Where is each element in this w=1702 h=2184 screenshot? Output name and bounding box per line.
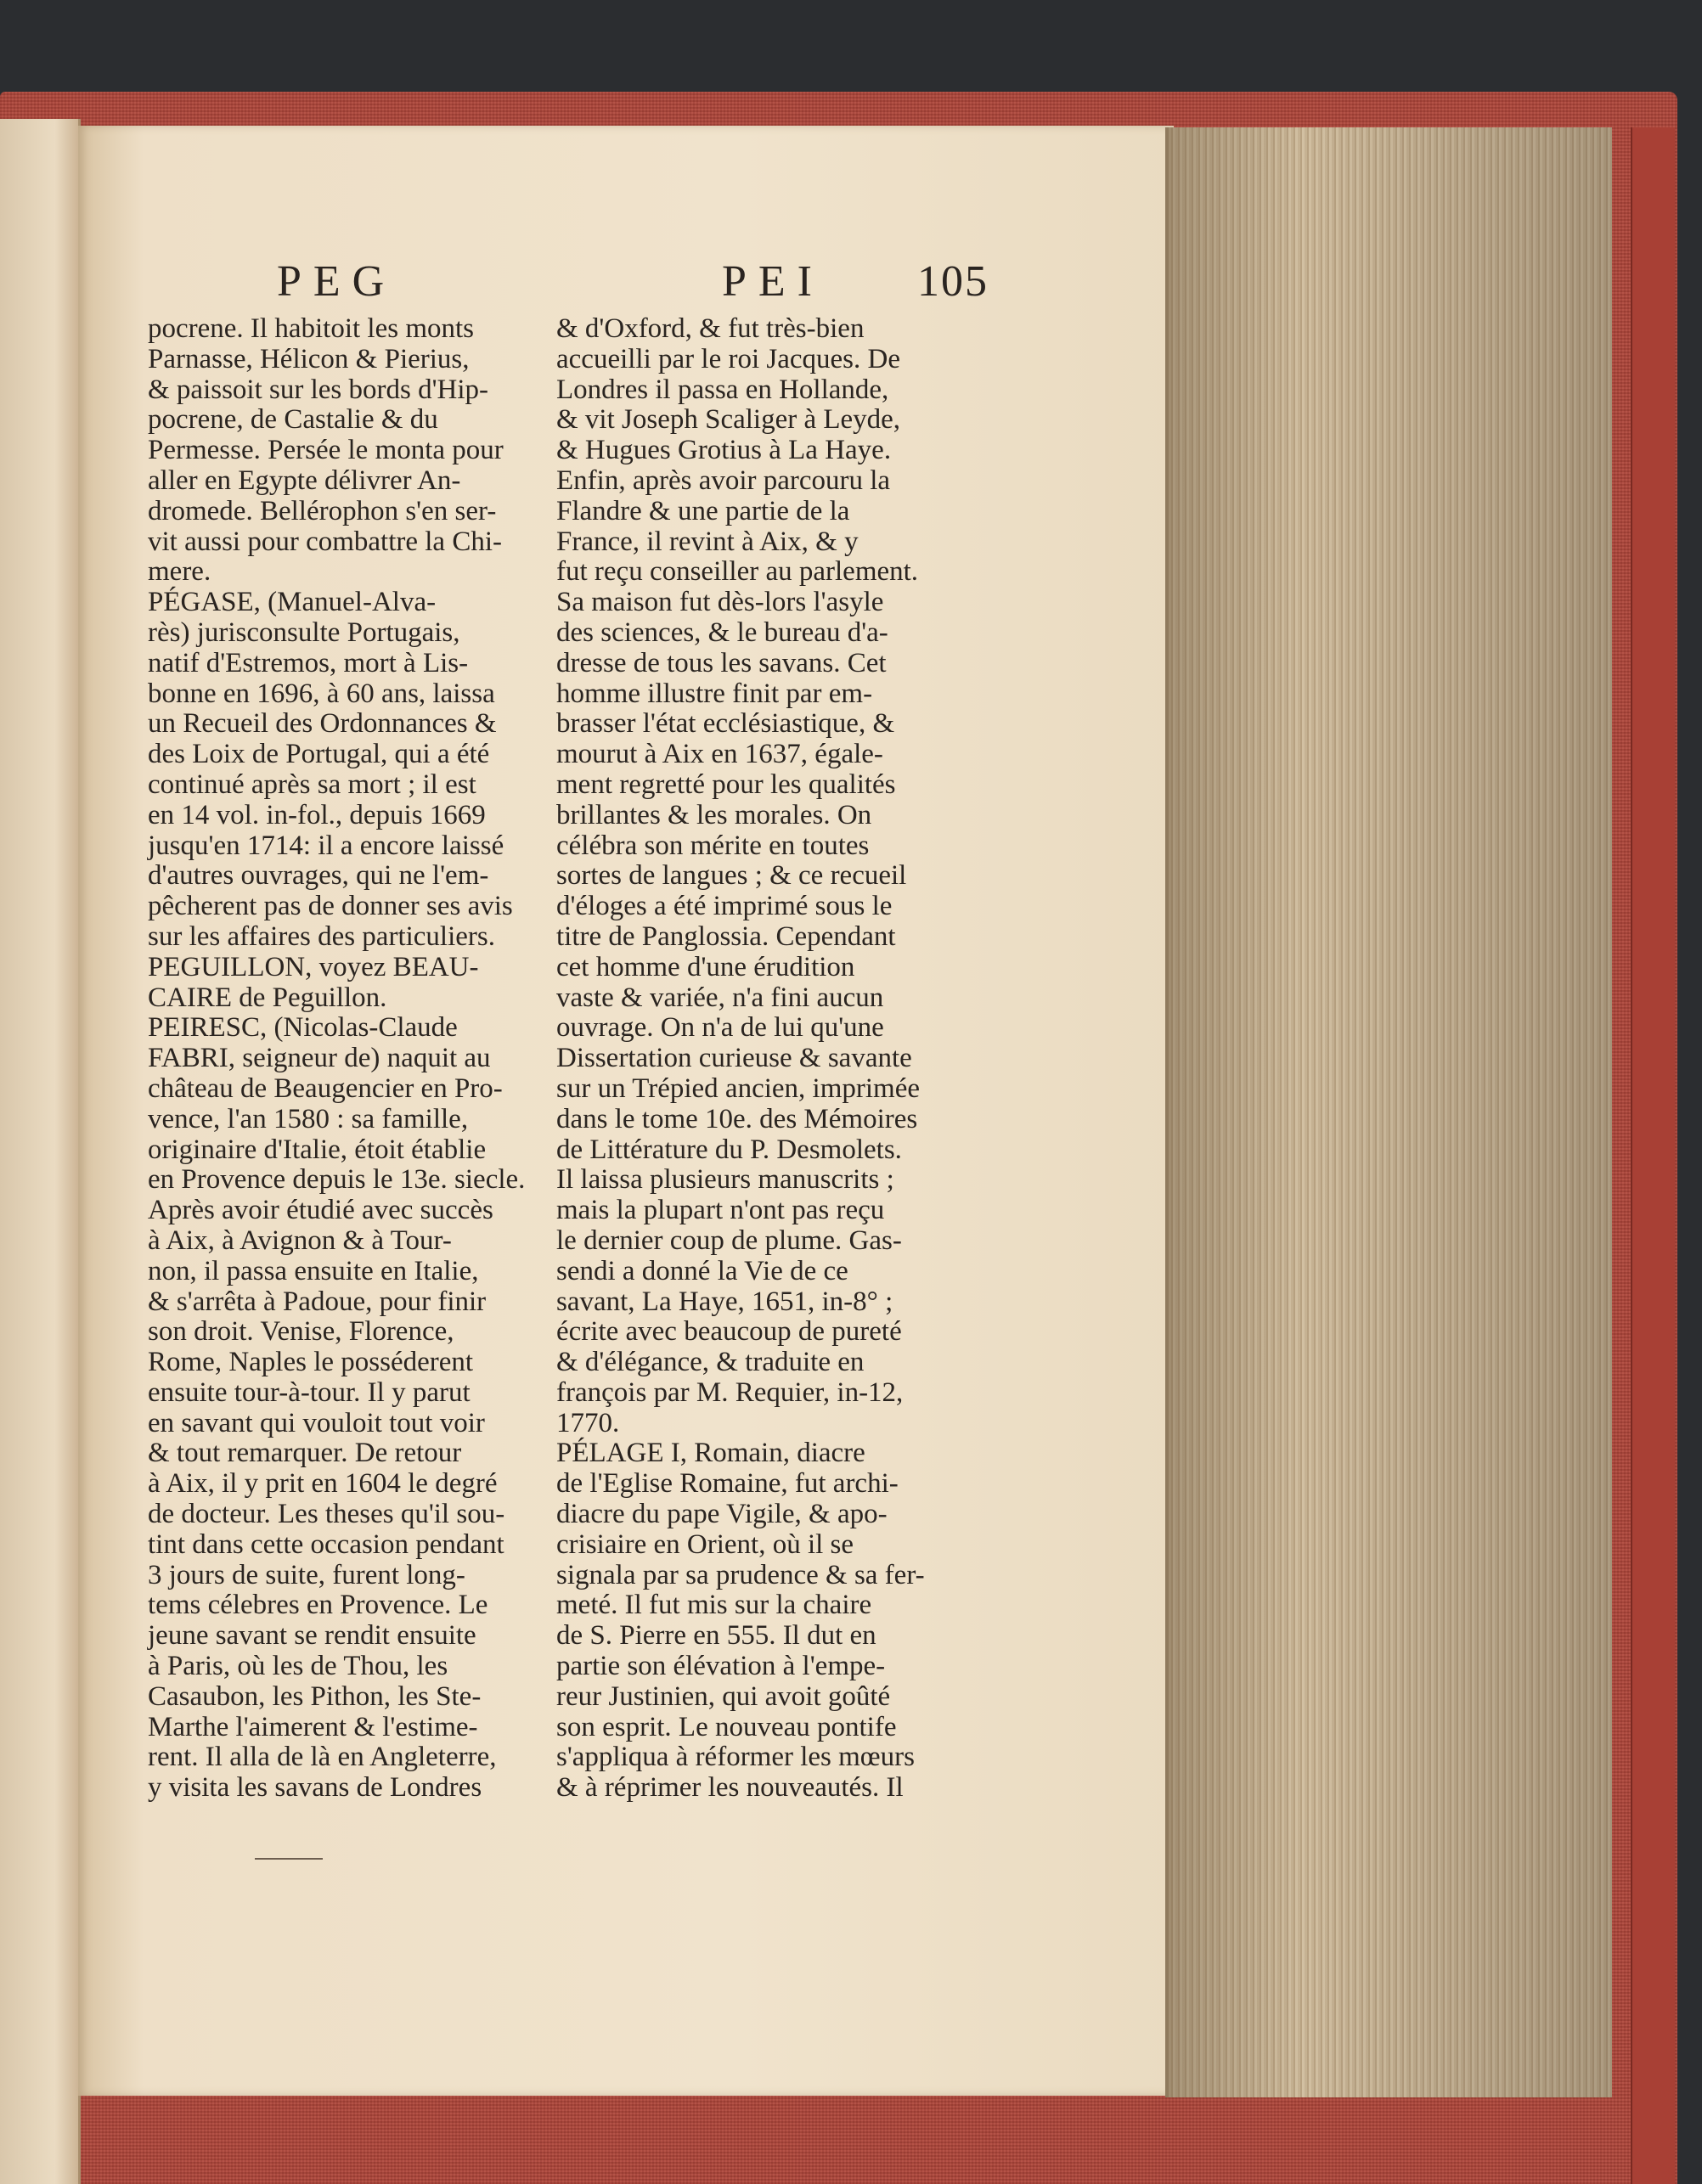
text-line: crisiaire en Orient, où il se [556, 1528, 854, 1560]
text-line: ment regretté pour les qualités [556, 768, 896, 800]
text-line: partie son élévation à l'empe- [556, 1651, 886, 1682]
text-line: un Recueil des Ordonnances & [148, 708, 497, 740]
text-line: 3 jours de suite, furent long- [148, 1559, 465, 1590]
text-line: & s'arrêta à Padoue, pour finir [148, 1286, 487, 1317]
text-line: sendi a donné la Vie de ce [556, 1255, 848, 1286]
text-line: accueilli par le roi Jacques. De [556, 343, 900, 374]
text-line: originaire d'Italie, étoit établie [148, 1134, 487, 1165]
running-head-center: PEI [722, 257, 824, 306]
text-line: en savant qui vouloit tout voir [148, 1407, 485, 1438]
text-line: mourut à Aix en 1637, égale- [556, 739, 883, 770]
text-line: Casaubon, les Pithon, les Ste- [148, 1680, 482, 1712]
text-line: PEIRESC, (Nicolas-Claude [148, 1012, 458, 1044]
text-line: bonne en 1696, à 60 ans, laissa [148, 678, 495, 709]
text-line: & Hugues Grotius à La Haye. [556, 435, 892, 466]
text-line: signala par sa prudence & sa fer- [556, 1559, 925, 1590]
text-line: fut reçu conseiller au parlement. [556, 556, 919, 588]
text-line: vence, l'an 1580 : sa famille, [148, 1103, 469, 1134]
text-line: cet homme d'une érudition [556, 951, 855, 982]
text-line: pêcherent pas de donner ses avis [148, 891, 513, 922]
text-line: CAIRE de Peguillon. [148, 982, 387, 1013]
text-line: rès) jurisconsulte Portugais, [148, 616, 460, 648]
text-line: sortes de langues ; & ce recueil [556, 860, 907, 892]
text-line: reur Justinien, qui avoit goûté [556, 1680, 891, 1712]
text-line: dans le tome 10e. des Mémoires [556, 1103, 918, 1134]
text-line: & tout remarquer. De retour [148, 1438, 462, 1469]
text-line: de l'Eglise Romaine, fut archi- [556, 1468, 899, 1500]
text-line: Rome, Naples le posséderent [148, 1347, 474, 1378]
text-line: brasser l'état ecclésiastique, & [556, 708, 895, 740]
text-line: pocrene, de Castalie & du [148, 404, 438, 436]
text-line: natif d'Estremos, mort à Lis- [148, 647, 469, 678]
text-line: dromede. Bellérophon s'en ser- [148, 495, 497, 526]
text-line: tint dans cette occasion pendant [148, 1528, 504, 1560]
text-line: jeune savant se rendit ensuite [148, 1620, 476, 1652]
text-line: des Loix de Portugal, qui a été [148, 739, 490, 770]
text-line: savant, La Haye, 1651, in-8° ; [556, 1286, 893, 1317]
text-line: à Aix, il y prit en 1604 le degré [148, 1468, 498, 1500]
text-column-right [556, 314, 989, 1804]
text-line: en Provence depuis le 13e. siecle. [148, 1164, 526, 1196]
text-line: & à réprimer les nouveautés. Il [556, 1772, 904, 1804]
text-line: rent. Il alla de là en Angleterre, [148, 1742, 497, 1773]
text-line: PEGUILLON, voyez BEAU- [148, 951, 479, 982]
text-line: ensuite tour-à-tour. Il y parut [148, 1376, 471, 1408]
text-line: non, il passa ensuite en Italie, [148, 1255, 479, 1286]
text-line: y visita les savans de Londres [148, 1772, 482, 1804]
left-page-edge [0, 119, 81, 2184]
text-line: à Aix, à Avignon & à Tour- [148, 1224, 452, 1256]
text-line: de docteur. Les theses qu'il sou- [148, 1499, 505, 1530]
text-line: ouvrage. On n'a de lui qu'une [556, 1012, 884, 1044]
text-line: Enfin, après avoir parcouru la [556, 464, 891, 496]
text-line: d'éloges a été imprimé sous le [556, 891, 893, 922]
text-line: meté. Il fut mis sur la chaire [556, 1590, 872, 1621]
text-line: Marthe l'aimerent & l'estime- [148, 1711, 478, 1742]
footer-rule [255, 1858, 323, 1860]
text-line: son esprit. Le nouveau pontife [556, 1711, 897, 1742]
text-line: tems célebres en Provence. Le [148, 1590, 488, 1621]
text-line: pocrene. Il habitoit les monts [148, 313, 474, 344]
text-line: titre de Panglossia. Cependant [556, 920, 896, 952]
running-head-left: PEG [277, 257, 397, 306]
text-line: françois par M. Requier, in-12, [556, 1376, 904, 1408]
text-line: mere. [148, 556, 211, 588]
text-line: s'appliqua à réformer les mœurs [556, 1742, 915, 1773]
text-line: & d'élégance, & traduite en [556, 1347, 865, 1378]
text-line: & vit Joseph Scaliger à Leyde, [556, 404, 901, 436]
text-line: diacre du pape Vigile, & apo- [556, 1499, 888, 1530]
text-line: vit aussi pour combattre la Chi- [148, 526, 502, 557]
text-line: d'autres ouvrages, qui ne l'em- [148, 860, 489, 892]
text-line: brillantes & les morales. On [556, 799, 872, 830]
page-number: 105 [917, 257, 989, 306]
text-line: FABRI, seigneur de) naquit au [148, 1043, 491, 1074]
text-line: France, il revint à Aix, & y [556, 526, 859, 557]
text-line: Permesse. Persée le monta pour [148, 435, 504, 466]
text-line: écrite avec beaucoup de pureté [556, 1316, 902, 1348]
text-line: en 14 vol. in-fol., depuis 1669 [148, 799, 486, 830]
text-line: dresse de tous les savans. Cet [556, 647, 887, 678]
text-line: homme illustre finit par em- [556, 678, 873, 709]
text-line: continué après sa mort ; il est [148, 768, 476, 800]
text-line: sur un Trépied ancien, imprimée [556, 1072, 921, 1104]
text-line: de S. Pierre en 555. Il dut en [556, 1620, 876, 1652]
text-line: jusqu'en 1714: il a encore laissé [148, 830, 504, 861]
book-cover-edge [1631, 127, 1675, 2184]
text-line: célébra son mérite en toutes [556, 830, 870, 861]
text-line: sur les affaires des particuliers. [148, 920, 495, 952]
text-line: à Paris, où les de Thou, les [148, 1651, 448, 1682]
text-line: le dernier coup de plume. Gas- [556, 1224, 902, 1256]
text-line: son droit. Venise, Florence, [148, 1316, 454, 1348]
page-block-fore-edge [1165, 127, 1612, 2097]
text-line: Dissertation curieuse & savante [556, 1043, 912, 1074]
text-line: vaste & variée, n'a fini aucun [556, 982, 884, 1013]
text-line: Parnasse, Hélicon & Pierius, [148, 343, 470, 374]
text-line: 1770. [556, 1407, 620, 1438]
text-line: Sa maison fut dès-lors l'asyle [556, 587, 884, 618]
text-line: PÉLAGE I, Romain, diacre [556, 1438, 865, 1469]
text-line: mais la plupart n'ont pas reçu [556, 1195, 885, 1226]
text-line: Londres il passa en Hollande, [556, 374, 889, 405]
text-line: des sciences, & le bureau d'a- [556, 616, 888, 648]
text-line: aller en Egypte délivrer An- [148, 464, 461, 496]
text-line: & d'Oxford, & fut très-bien [556, 313, 865, 344]
text-line: Flandre & une partie de la [556, 495, 850, 526]
text-line: Après avoir étudié avec succès [148, 1195, 493, 1226]
text-line: de Littérature du P. Desmolets. [556, 1134, 902, 1165]
text-line: Il laissa plusieurs manuscrits ; [556, 1164, 894, 1196]
text-line: château de Beaugencier en Pro- [148, 1072, 503, 1104]
text-column-left [148, 314, 538, 1804]
text-line: PÉGASE, (Manuel-Alva- [148, 587, 437, 618]
text-line: & paissoit sur les bords d'Hip- [148, 374, 489, 405]
